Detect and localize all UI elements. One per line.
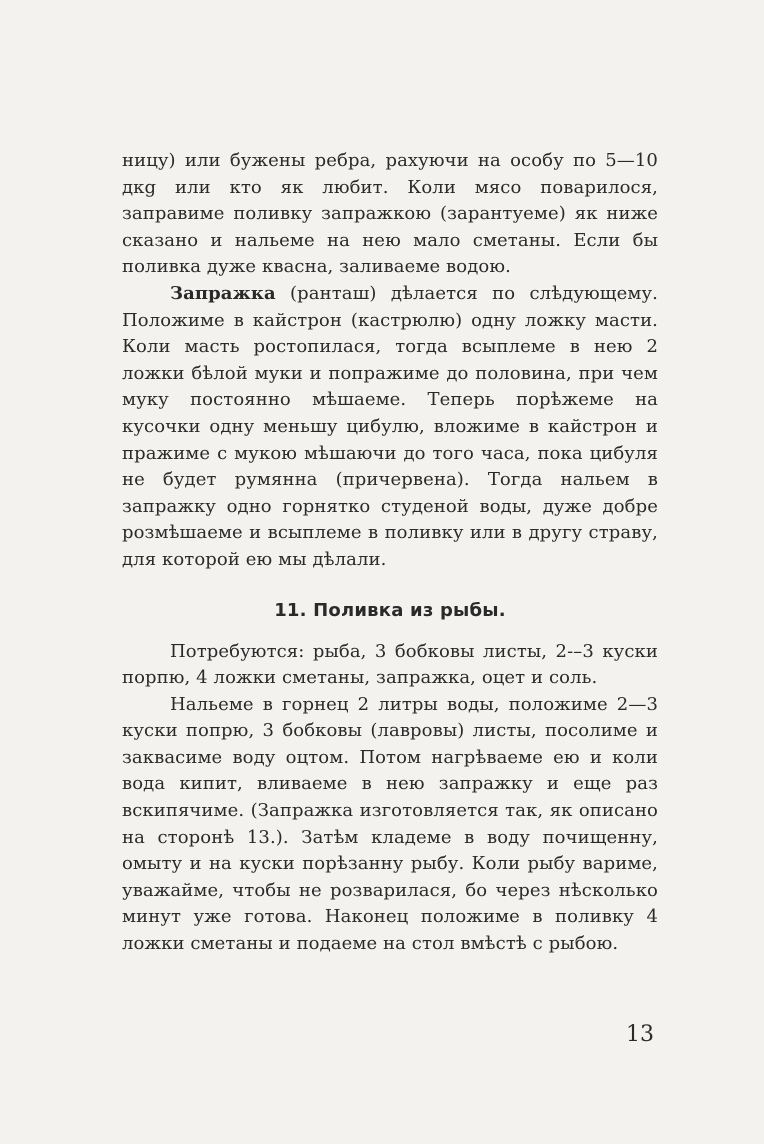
paragraph-zaprazhka-text: (ранташ) дѣлается по слѣдующему. Положиме в кайстрон (кастрюлю) одну ложку масти. Коли масть ростопилася, тогда всыплеме в нею 2 ложки бѣлой муки и попражиме до половина, при чем муку постоянно мѣшаеме. Теперь порѣжеме на кусочки одну меньшу цибулю, вложиме в кайстрон и пражиме с мукою мѣшаючи до того часа, пока цибуля не будет румянна (причервена). Тогда нальем в запражку одно горнятко студеной воды, дуже добре розмѣшаеме и всыплеме в поливку или в другу страву, для которой ею мы дѣлали. <box>122 282 658 570</box>
paragraph-instructions: Нальеме в горнец 2 литры воды, положиме 2—3 куски попрю, 3 бобковы (лавровы) листы, посолиме и заквасиме воду оцтом. Потом нагрѣваеме ею и коли вода кипит, вливаеме в нею запражку и еще раз вскипячиме. (Запражка изготовляется так, як описано на сторонѣ 13.). Затѣм кладеме в воду почищенну, омыту и на куски порѣзанну рыбу. Коли рыбу вариме, уважайме, чтобы не розварилася, бо через нѣсколько минут уже готова. Наконец положиме в поливку 4 ложки сметаны и подаеме на стол вмѣстѣ с рыбою. <box>122 693 658 955</box>
paragraph-ingredients: Потребуются: рыба, 3 бобковы листы, 2-–3 куски порпю, 4 ложки сметаны, запражка, оцет и соль. <box>122 640 658 689</box>
term-zaprazhka: Запражка <box>170 282 276 304</box>
page-body <box>122 148 658 958</box>
paragraph-zaprazhka <box>122 281 658 574</box>
paragraph-continuation: ницу) или бужены ребра, рахуючи на особу по 5—10 дкg или кто як любит. Коли мясо поварилося, заправиме поливку запражкою (зарантуеме) як ниже сказано и нальеме на нею мало сметаны. Если бы поливка дуже квасна, заливаеме водою. <box>122 150 658 278</box>
page-number: 13 <box>626 1022 654 1047</box>
section-title: 11. Поливка из рыбы. <box>274 599 506 621</box>
